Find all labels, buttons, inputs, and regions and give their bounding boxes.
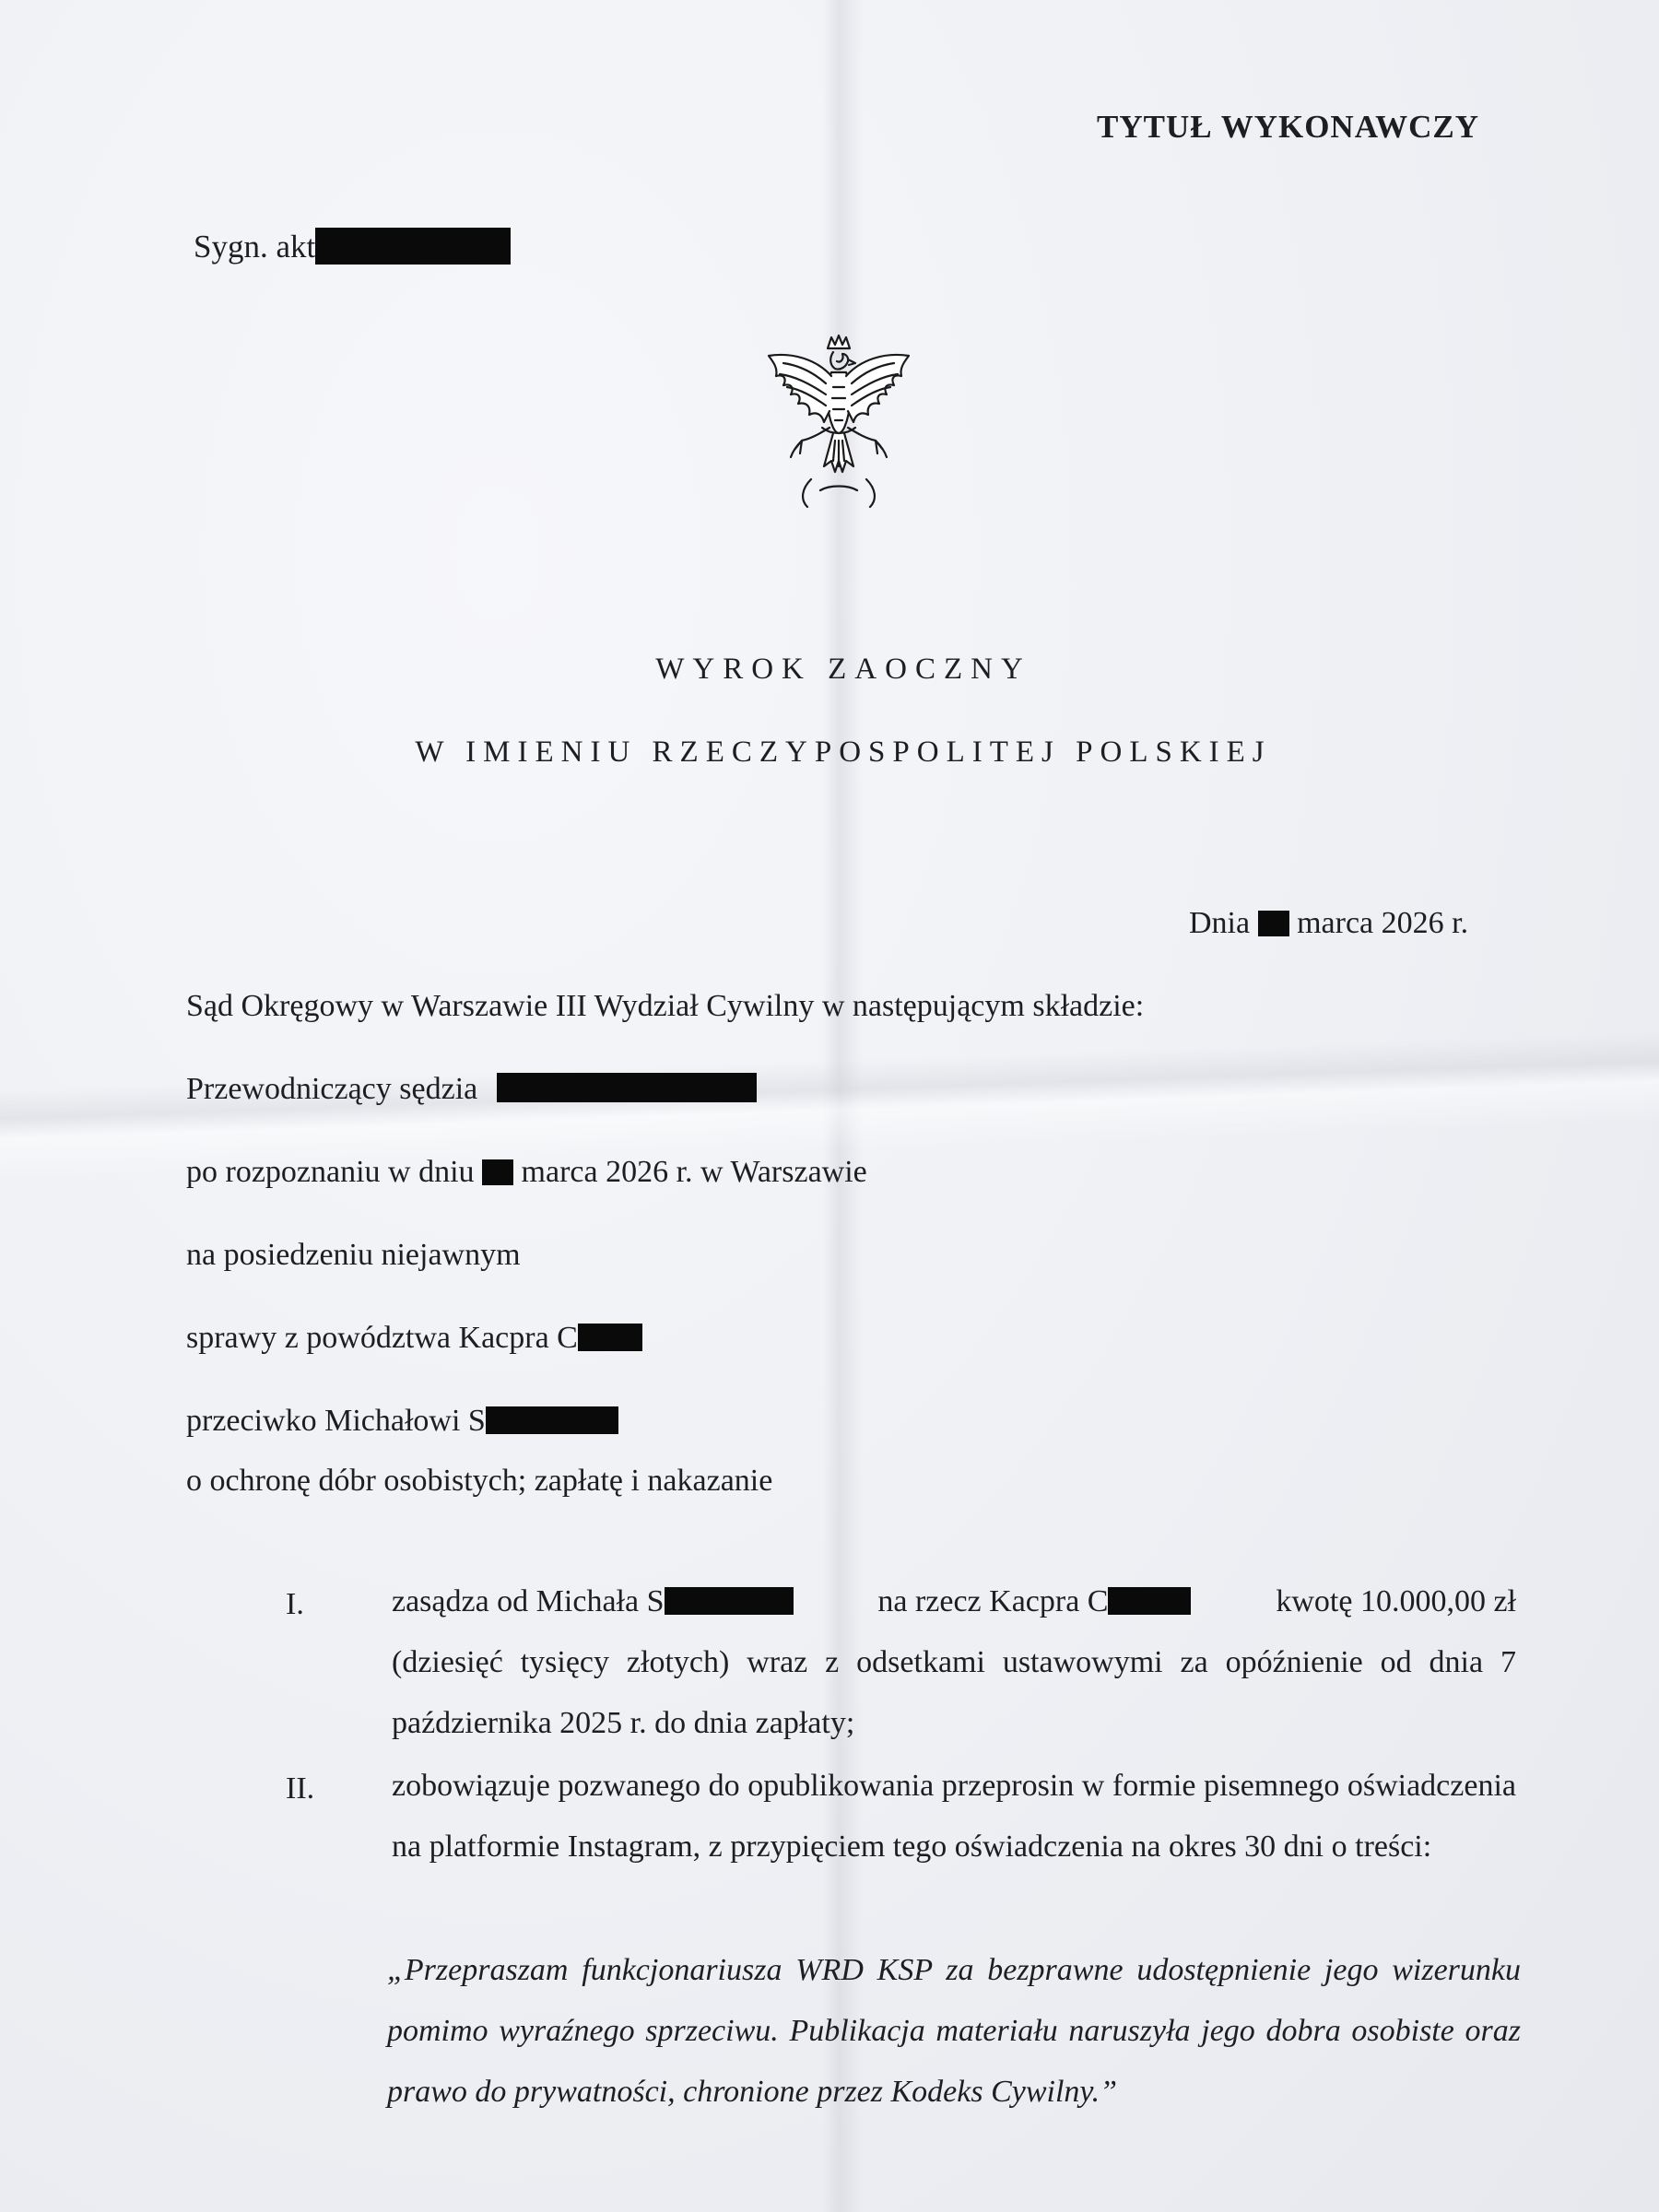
plaintiff-text: sprawy z powództwa Kacpra C — [186, 1321, 578, 1355]
item-1-text-b: na rzecz Kacpra C — [877, 1571, 1191, 1632]
session-line: na posiedzeniu niejawnym — [186, 1238, 521, 1272]
date-suffix: marca 2026 r. — [1297, 906, 1469, 940]
judgment-date — [1189, 906, 1468, 941]
item-1-text-rest: (dziesięć tysięcy złotych) wraz z odsetkami ustawowymi za opóźnienie od dnia 7 października 2025 r. do dnia zapłaty; — [392, 1645, 1516, 1740]
item-2-text-body: zobowiązuje pozwanego do opublikowania przeprosin w formie pisemnego oświadczenia na platformie Instagram, z przypięciem tego oświadczenia na okres 30 dni o treści: — [392, 1769, 1516, 1864]
item-1-text — [392, 1571, 1516, 1754]
document-type-heading: TYTUŁ WYKONAWCZY — [1097, 109, 1479, 145]
redaction-box — [497, 1073, 757, 1102]
apology-quote: „Przepraszam funkcjonariusza WRD KSP za bezprawne udostępnienie jego wizerunku pomimo wyraźnego sprzeciwu. Publikacja materiału naruszyła jego dobra osobiste oraz prawo do prywatności, chronione przez Kodeks Cywilny.” — [387, 1953, 1521, 2109]
presiding-judge-line — [186, 1072, 757, 1107]
case-number-line — [194, 228, 511, 265]
polish-eagle-emblem-icon — [756, 332, 922, 516]
item-1-number: I. — [286, 1587, 304, 1621]
item-1-text-c: kwotę 10.000,00 zł — [1276, 1584, 1516, 1618]
hearing-date-line — [186, 1155, 867, 1190]
item-2-number: II. — [286, 1771, 315, 1806]
redaction-box — [486, 1406, 618, 1434]
case-subject-line: o ochronę dóbr osobistych; zapłatę i nakazanie — [186, 1464, 773, 1498]
presiding-label: Przewodniczący sędzia — [186, 1072, 478, 1106]
defendant-line — [186, 1404, 618, 1439]
hearing-prefix: po rozpoznaniu w dniu — [186, 1155, 475, 1189]
redaction-box — [1108, 1587, 1191, 1615]
plaintiff-line — [186, 1321, 642, 1356]
item-2-text — [392, 1756, 1516, 1877]
defendant-text: przeciwko Michałowi S — [186, 1404, 486, 1438]
redaction-box — [1258, 911, 1289, 936]
redaction-box — [665, 1587, 794, 1615]
case-number-label: Sygn. akt — [194, 229, 316, 265]
redaction-box — [315, 228, 511, 265]
item-1-text-a: zasądza od Michała S — [392, 1571, 794, 1632]
court-composition: Sąd Okręgowy w Warszawie III Wydział Cywilny w następującym składzie: — [186, 989, 1145, 1023]
redaction-box — [578, 1324, 642, 1351]
hearing-suffix: marca 2026 r. w Warszawie — [521, 1155, 867, 1189]
redaction-box — [482, 1159, 513, 1185]
date-prefix: Dnia — [1189, 906, 1251, 940]
judgment-subtitle: W IMIENIU RZECZYPOSPOLITEJ POLSKIEJ — [415, 735, 1272, 769]
judgment-title: WYROK ZAOCZNY — [655, 653, 1031, 686]
